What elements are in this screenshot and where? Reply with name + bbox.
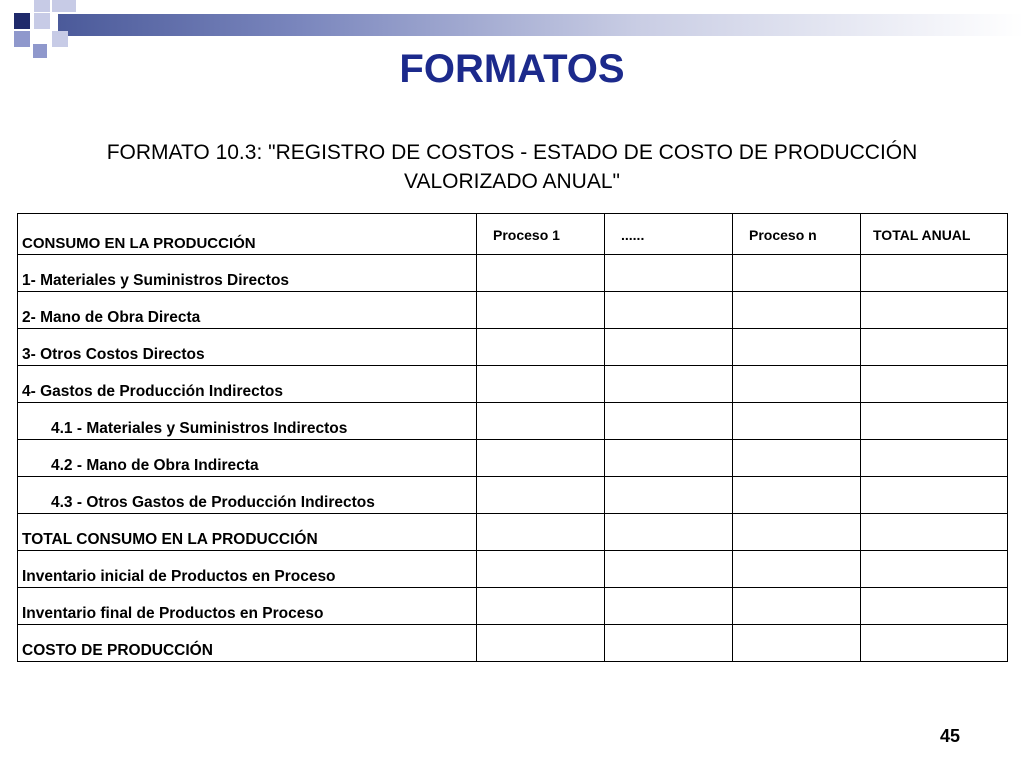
table-cell	[605, 440, 733, 477]
table-cell	[477, 477, 605, 514]
table-row	[18, 514, 1008, 551]
table-cell	[477, 329, 605, 366]
table-cell	[733, 551, 861, 588]
table-cell	[605, 625, 733, 662]
table-row	[18, 255, 1008, 292]
table-cell	[605, 329, 733, 366]
table-cell	[477, 292, 605, 329]
table-cell	[477, 551, 605, 588]
table-cell	[861, 292, 1008, 329]
table-cell	[861, 477, 1008, 514]
row-label: Inventario final de Productos en Proceso	[18, 588, 477, 625]
table-cell	[605, 588, 733, 625]
cost-table	[17, 213, 1008, 662]
page-number: 45	[939, 726, 961, 746]
table-cell	[605, 366, 733, 403]
column-header-proceso-1: Proceso 1	[477, 214, 605, 255]
subtitle-line-1: FORMATO 10.3: "REGISTRO DE COSTOS - ESTADO DE COSTO DE PRODUCCIÓN	[106, 141, 918, 164]
table-cell	[605, 255, 733, 292]
table-row	[18, 551, 1008, 588]
table-cell	[733, 329, 861, 366]
table-cell	[861, 329, 1008, 366]
table-cell	[477, 366, 605, 403]
table-cell	[477, 625, 605, 662]
table-cell	[605, 477, 733, 514]
subtitle-line-2: VALORIZADO ANUAL"	[404, 170, 620, 193]
table-cell	[733, 440, 861, 477]
table-row	[18, 403, 1008, 440]
row-label: 4.3 - Otros Gastos de Producción Indirectos	[18, 477, 477, 514]
decor-square	[52, 0, 76, 12]
format-subtitle	[40, 138, 984, 196]
row-label: 4.2 - Mano de Obra Indirecta	[18, 440, 477, 477]
table-cell	[861, 255, 1008, 292]
table-cell	[861, 551, 1008, 588]
table-row	[18, 292, 1008, 329]
row-label: 2- Mano de Obra Directa	[18, 292, 477, 329]
table-cell	[861, 403, 1008, 440]
table-row	[18, 329, 1008, 366]
table-cell	[605, 403, 733, 440]
table-cell	[477, 403, 605, 440]
table-cell	[861, 588, 1008, 625]
column-header-total-anual: TOTAL ANUAL	[861, 214, 1008, 255]
row-label: TOTAL CONSUMO EN LA PRODUCCIÓN	[18, 514, 477, 551]
table-row	[18, 366, 1008, 403]
header-gradient-band	[58, 14, 1024, 36]
table-cell	[733, 366, 861, 403]
table-cell	[861, 440, 1008, 477]
table-cell	[733, 477, 861, 514]
table-cell	[605, 292, 733, 329]
table-cell	[477, 588, 605, 625]
row-label: 4.1 - Materiales y Suministros Indirectos	[18, 403, 477, 440]
decor-square	[34, 0, 50, 12]
table-row	[18, 588, 1008, 625]
page-title: FORMATOS	[399, 47, 625, 91]
row-label: COSTO DE PRODUCCIÓN	[18, 625, 477, 662]
table-cell	[477, 255, 605, 292]
table-row	[18, 625, 1008, 662]
decor-square	[14, 13, 30, 29]
table-cell	[605, 514, 733, 551]
row-label: 3- Otros Costos Directos	[18, 329, 477, 366]
table-cell	[477, 440, 605, 477]
table-cell	[861, 514, 1008, 551]
table-cell	[861, 366, 1008, 403]
table-cell	[733, 588, 861, 625]
table-cell	[733, 292, 861, 329]
decor-square	[34, 13, 50, 29]
row-label: Inventario inicial de Productos en Proceso	[18, 551, 477, 588]
row-header-label: CONSUMO EN LA PRODUCCIÓN	[18, 214, 477, 255]
table-row	[18, 477, 1008, 514]
table-cell	[605, 551, 733, 588]
table-cell	[733, 403, 861, 440]
table-cell	[477, 514, 605, 551]
table-cell	[733, 255, 861, 292]
table-cell	[861, 625, 1008, 662]
table-cell	[733, 514, 861, 551]
table-header-row	[18, 214, 1008, 255]
row-label: 4- Gastos de Producción Indirectos	[18, 366, 477, 403]
row-label: 1- Materiales y Suministros Directos	[18, 255, 477, 292]
table-row	[18, 440, 1008, 477]
column-header-ellipsis: ......	[605, 214, 733, 255]
table-cell	[733, 625, 861, 662]
column-header-proceso-n: Proceso n	[733, 214, 861, 255]
